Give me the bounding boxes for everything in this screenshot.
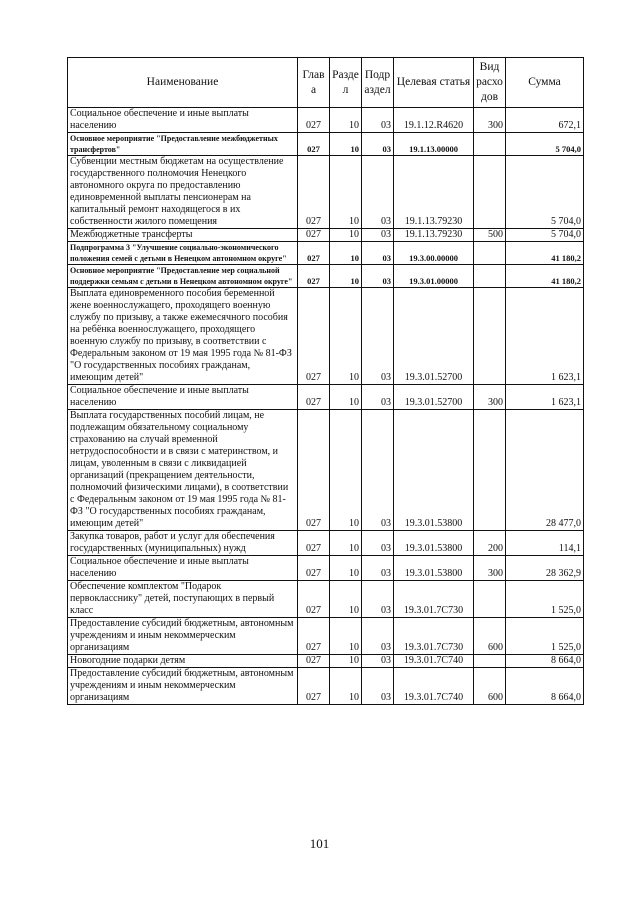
section-cell: 10 (330, 288, 362, 385)
name-cell: Выплата государственных пособий лицам, не подлежащим обязательному социальному страхованию на случай временной нетрудоспособности и в связи с материнством, и лицам, уволенным в связи с ликвидацией организаций (прекращением деятельности, полномочий физическими лицами), в соответствии с Федеральным законом от 19 мая 1995 года № 81-ФЗ "О государственных пособиях гражданам, имеющим детей" (68, 410, 298, 531)
subsection-cell: 03 (362, 581, 394, 618)
subsection-cell: 03 (362, 288, 394, 385)
expense-type-cell (474, 242, 506, 265)
target-code-cell: 19.3.01.7С740 (394, 655, 474, 668)
amount-cell: 28 477,0 (506, 410, 584, 531)
table-row (68, 581, 584, 618)
target-code-cell: 19.1.13.79230 (394, 156, 474, 229)
target-code-cell: 19.1.12.R4620 (394, 108, 474, 133)
expense-type-cell: 300 (474, 385, 506, 410)
name-cell: Социальное обеспечение и иные выплаты населению (68, 108, 298, 133)
amount-cell: 41 180,2 (506, 242, 584, 265)
target-code-cell: 19.3.01.7С730 (394, 581, 474, 618)
subsection-cell: 03 (362, 531, 394, 556)
table-row (68, 108, 584, 133)
section-cell: 10 (330, 618, 362, 655)
target-code-cell: 19.1.13.79230 (394, 229, 474, 242)
subsection-cell: 03 (362, 655, 394, 668)
target-code-cell: 19.3.01.7С740 (394, 668, 474, 705)
target-code-cell: 19.3.01.52700 (394, 288, 474, 385)
header-section: Разде л (330, 58, 362, 108)
header-expense-type: Вид расхо дов (474, 58, 506, 108)
target-code-cell: 19.3.01.52700 (394, 385, 474, 410)
chapter-cell: 027 (298, 229, 330, 242)
page-number: 101 (309, 836, 330, 851)
chapter-cell: 027 (298, 108, 330, 133)
header-subsection: Подр аздел (362, 58, 394, 108)
amount-cell: 114,1 (506, 531, 584, 556)
chapter-cell: 027 (298, 156, 330, 229)
subsection-cell: 03 (362, 556, 394, 581)
budget-table (67, 57, 584, 705)
table-header-row (68, 58, 584, 108)
name-cell: Выплата единовременного пособия беременной жене военнослужащего, проходящего военную службу по призыву, а также ежемесячного пособия на ребёнка военнослужащего, проходящего военную службу по призыву, в соответствии с Федеральным законом от 19 мая 1995 года № 81-ФЗ "О государственных пособиях гражданам, имеющим детей" (68, 288, 298, 385)
subsection-cell: 03 (362, 242, 394, 265)
table-row (68, 410, 584, 531)
amount-cell: 28 362,9 (506, 556, 584, 581)
amount-cell: 8 664,0 (506, 655, 584, 668)
target-code-cell: 19.3.00.00000 (394, 242, 474, 265)
table-row (68, 655, 584, 668)
amount-cell: 672,1 (506, 108, 584, 133)
chapter-cell: 027 (298, 655, 330, 668)
chapter-cell: 027 (298, 668, 330, 705)
amount-cell: 1 525,0 (506, 618, 584, 655)
name-cell: Межбюджетные трансферты (68, 229, 298, 242)
section-cell: 10 (330, 385, 362, 410)
name-cell: Предоставление субсидий бюджетным, автономным учреждениям и иным некоммерческим организациям (68, 618, 298, 655)
table-row (68, 288, 584, 385)
amount-cell: 1 623,1 (506, 385, 584, 410)
name-cell: Закупка товаров, работ и услуг для обеспечения государственных (муниципальных) нужд (68, 531, 298, 556)
subsection-cell: 03 (362, 108, 394, 133)
chapter-cell: 027 (298, 581, 330, 618)
chapter-cell: 027 (298, 618, 330, 655)
table-row (68, 531, 584, 556)
section-cell: 10 (330, 556, 362, 581)
target-code-cell: 19.3.01.53800 (394, 531, 474, 556)
section-cell: 10 (330, 133, 362, 156)
target-code-cell: 19.3.01.00000 (394, 265, 474, 288)
expense-type-cell (474, 133, 506, 156)
chapter-cell: 027 (298, 288, 330, 385)
subsection-cell: 03 (362, 668, 394, 705)
section-cell: 10 (330, 242, 362, 265)
expense-type-cell: 300 (474, 556, 506, 581)
section-cell: 10 (330, 265, 362, 288)
table-body (68, 108, 584, 705)
section-cell: 10 (330, 668, 362, 705)
amount-cell: 1 623,1 (506, 288, 584, 385)
chapter-cell: 027 (298, 385, 330, 410)
amount-cell: 5 704,0 (506, 156, 584, 229)
name-cell: Подпрограмма 3 "Улучшение социально-экономического положения семей с детьми в Ненецком автономном округе" (68, 242, 298, 265)
name-cell: Новогодние подарки детям (68, 655, 298, 668)
subsection-cell: 03 (362, 229, 394, 242)
table-row (68, 156, 584, 229)
chapter-cell: 027 (298, 410, 330, 531)
expense-type-cell: 500 (474, 229, 506, 242)
chapter-cell: 027 (298, 265, 330, 288)
amount-cell: 8 664,0 (506, 668, 584, 705)
section-cell: 10 (330, 156, 362, 229)
expense-type-cell: 300 (474, 108, 506, 133)
name-cell: Основное мероприятие "Предоставление мер социальной поддержки семьям с детьми в Ненецком автономном округе" (68, 265, 298, 288)
amount-cell: 5 704,0 (506, 133, 584, 156)
section-cell: 10 (330, 655, 362, 668)
table-row (68, 385, 584, 410)
expense-type-cell (474, 581, 506, 618)
header-amount: Сумма (506, 58, 584, 108)
subsection-cell: 03 (362, 618, 394, 655)
name-cell: Основное мероприятие "Предоставление межбюджетных трансфертов" (68, 133, 298, 156)
amount-cell: 1 525,0 (506, 581, 584, 618)
chapter-cell: 027 (298, 242, 330, 265)
expense-type-cell (474, 156, 506, 229)
subsection-cell: 03 (362, 410, 394, 531)
expense-type-cell (474, 655, 506, 668)
target-code-cell: 19.3.01.53800 (394, 410, 474, 531)
chapter-cell: 027 (298, 531, 330, 556)
header-name: Наименование (68, 58, 298, 108)
table-row (68, 556, 584, 581)
expense-type-cell: 600 (474, 668, 506, 705)
table-row (68, 265, 584, 288)
subsection-cell: 03 (362, 156, 394, 229)
table-row (68, 618, 584, 655)
expense-type-cell (474, 288, 506, 385)
expense-type-cell (474, 410, 506, 531)
table-row (68, 242, 584, 265)
name-cell: Социальное обеспечение и иные выплаты населению (68, 385, 298, 410)
target-code-cell: 19.3.01.53800 (394, 556, 474, 581)
section-cell: 10 (330, 229, 362, 242)
section-cell: 10 (330, 108, 362, 133)
subsection-cell: 03 (362, 133, 394, 156)
chapter-cell: 027 (298, 556, 330, 581)
chapter-cell: 027 (298, 133, 330, 156)
amount-cell: 41 180,2 (506, 265, 584, 288)
section-cell: 10 (330, 410, 362, 531)
target-code-cell: 19.1.13.00000 (394, 133, 474, 156)
expense-type-cell: 600 (474, 618, 506, 655)
name-cell: Социальное обеспечение и иные выплаты населению (68, 556, 298, 581)
section-cell: 10 (330, 581, 362, 618)
subsection-cell: 03 (362, 265, 394, 288)
table-row (68, 229, 584, 242)
header-target: Целевая статья (394, 58, 474, 108)
header-chapter: Глав а (298, 58, 330, 108)
target-code-cell: 19.3.01.7С730 (394, 618, 474, 655)
expense-type-cell (474, 265, 506, 288)
section-cell: 10 (330, 531, 362, 556)
name-cell: Предоставление субсидий бюджетным, автономным учреждениям и иным некоммерческим организациям (68, 668, 298, 705)
name-cell: Обеспечение комплектом "Подарок первокласснику" детей, поступающих в первый класс (68, 581, 298, 618)
amount-cell: 5 704,0 (506, 229, 584, 242)
table-row (68, 668, 584, 705)
expense-type-cell: 200 (474, 531, 506, 556)
name-cell: Субвенции местным бюджетам на осуществление государственного полномочия Ненецкого автономного округа по предоставлению единовременной выплаты пенсионерам на капитальный ремонт находящегося в их собственности жилого помещения (68, 156, 298, 229)
subsection-cell: 03 (362, 385, 394, 410)
table-row (68, 133, 584, 156)
